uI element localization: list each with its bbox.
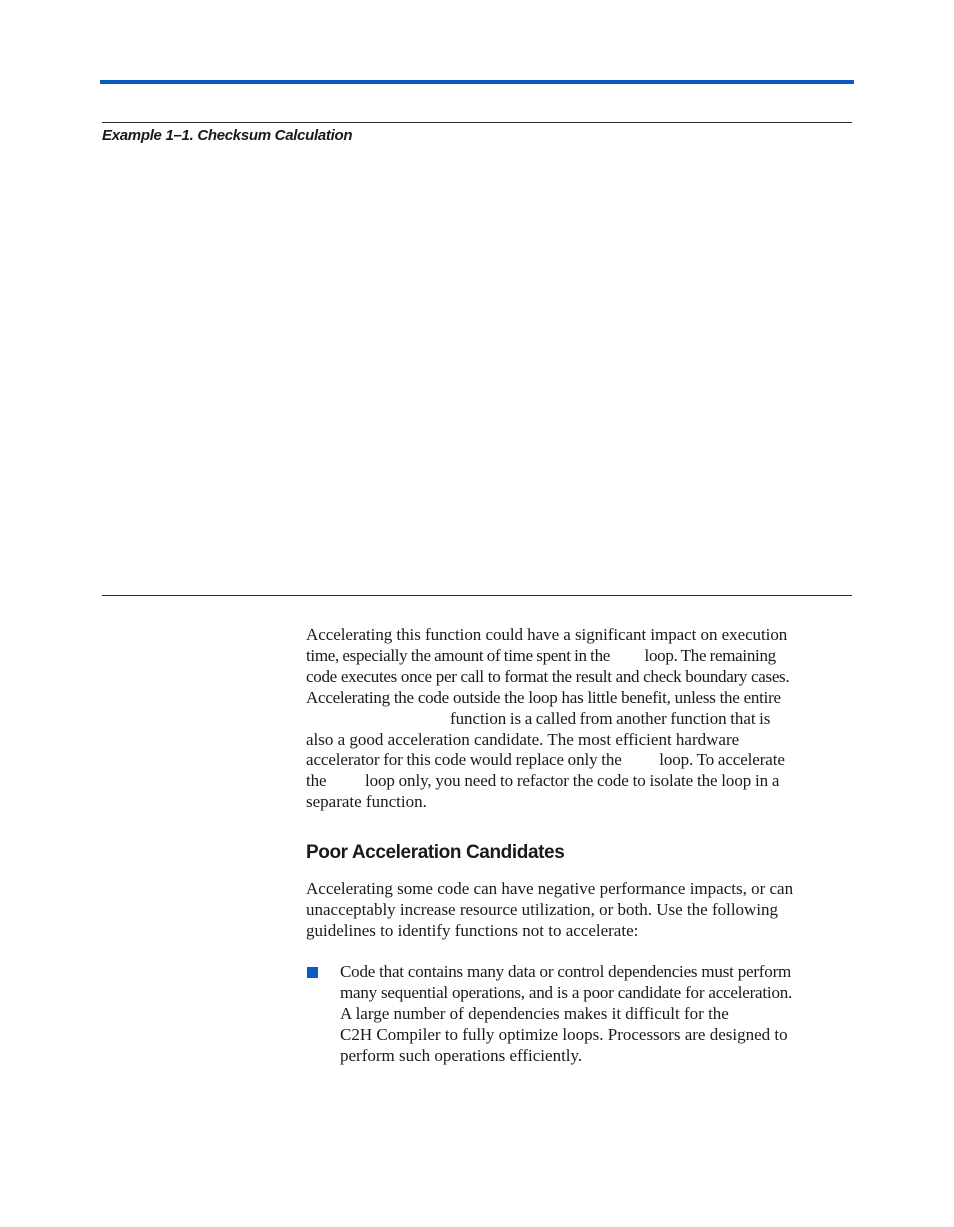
bullet-line: C2H Compiler to fully optimize loops. Processors are designed to [340,1024,788,1044]
section-heading: Poor Acceleration Candidates [306,842,565,863]
bullet-line: many sequential operations, and is a poor candidate for acceleration. [340,982,793,1002]
bullet-text [340,962,792,1067]
example-code-frame [102,122,852,596]
bullet-line: A large number of dependencies makes it difficult for the [340,1003,729,1023]
paragraph-line: also a good acceleration candidate. The most efficient hardware [306,729,740,749]
paragraph-line: unacceptably increase resource utilization, or both. Use the following [306,899,779,919]
paragraph-line: code executes once per call to format the result and check boundary cases. [306,666,790,686]
paragraph-line: the loop only, you need to refactor the code to isolate the loop in a [306,771,780,791]
paragraph-line: Accelerating the code outside the loop has little benefit, unless the entire [306,687,781,707]
example-caption: Example 1–1. Checksum Calculation [102,127,353,144]
paragraph-line: Accelerating this function could have a significant impact on execution [306,625,788,644]
paragraph-line: accelerator for this code would replace only the loop. To accelerate [306,750,785,770]
body-paragraph [306,625,789,813]
paragraph-line: guidelines to identify functions not to accelerate: [306,920,639,940]
paragraph-line: function is a called from another function that is [306,708,771,728]
square-bullet-icon [307,967,318,978]
bullet-line: Code that contains many data or control dependencies must perform [340,962,792,981]
header-rule [100,80,854,84]
bullet-line: perform such operations efficiently. [340,1045,583,1065]
paragraph-line: separate function. [306,792,427,812]
paragraph-line: Accelerating some code can have negative performance impacts, or can [306,879,794,898]
body-paragraph [306,879,793,942]
paragraph-line: time, especially the amount of time spent in the loop. The remaining [306,645,776,665]
